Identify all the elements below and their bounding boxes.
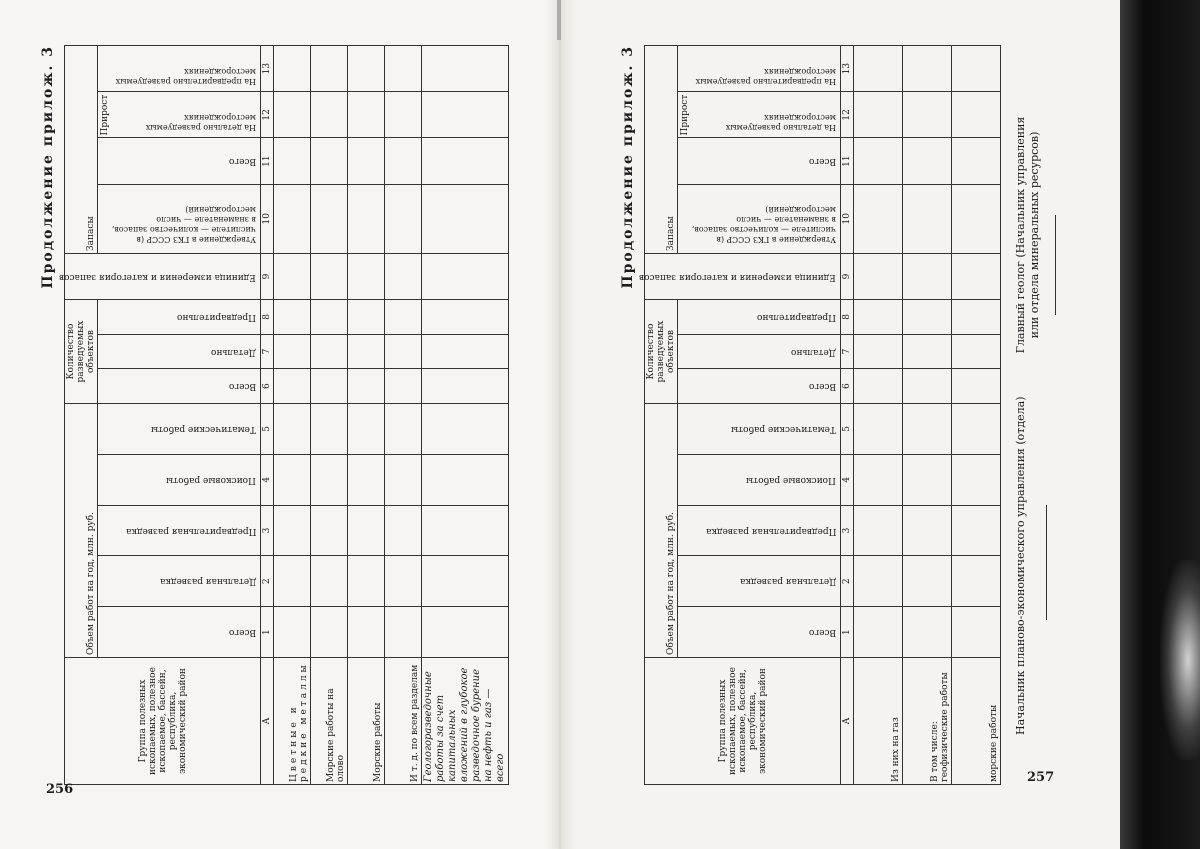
left-page-number: 256 xyxy=(46,782,74,797)
left-col-number: 11 xyxy=(261,138,274,184)
signature-economic-chief: Начальник планово-экономического управления (отдела) xyxy=(1014,396,1027,735)
right-col-number: 6 xyxy=(841,369,854,404)
left-col-number: 9 xyxy=(261,253,274,299)
right-vol-total: Всего xyxy=(678,607,841,658)
table-row xyxy=(854,46,903,785)
left-row-label: И т. д. по всем разделам xyxy=(385,658,422,785)
right-res-total: Всего xyxy=(678,138,841,184)
left-inc-preliminary: На предварительно разведуемых месторождениях xyxy=(98,46,261,92)
table-row xyxy=(274,46,311,785)
right-col-number: 2 xyxy=(841,556,854,607)
left-col-number: 5 xyxy=(261,403,274,454)
left-col-number: 1 xyxy=(261,607,274,658)
right-col-number: 1 xyxy=(841,607,854,658)
left-col-number: 2 xyxy=(261,556,274,607)
left-unit-col: Единица измерения и категория запасов xyxy=(65,253,261,299)
right-inc-detailed: Прирост На детально разведуемых месторождениях xyxy=(678,92,841,138)
right-reserves-header: Запасы xyxy=(645,46,678,254)
right-row-label: Из них на газ xyxy=(854,658,903,785)
left-reserves-header: Запасы xyxy=(65,46,98,254)
right-group-header: Группа полезных ископаемых, полезное ископаемое, бассейн, республика, экономический район xyxy=(645,658,841,785)
signature-line-economic xyxy=(1046,505,1047,620)
right-obj-preliminary: Предварительно xyxy=(678,300,841,335)
left-volume-header: Объем работ на год, млн. руб. xyxy=(65,403,98,657)
left-row-label: Цветные и редкие металлы xyxy=(274,658,311,785)
left-vol-search: Поисковые работы xyxy=(98,454,261,505)
left-res-total: Всего xyxy=(98,138,261,184)
table-row xyxy=(952,46,1001,785)
right-row-label: В том числе: геофизические работы xyxy=(903,658,952,785)
left-col-number: 6 xyxy=(261,369,274,404)
left-col-number: 12 xyxy=(261,92,274,138)
book-gutter xyxy=(545,0,575,849)
left-vol-total: Всего xyxy=(98,607,261,658)
left-form-table xyxy=(59,45,509,785)
right-col-number: 11 xyxy=(841,138,854,184)
left-col-number: 13 xyxy=(261,46,274,92)
left-col-number: 3 xyxy=(261,505,274,556)
right-objects-header: Количество разведуемых объектов xyxy=(645,300,678,404)
left-inc-detailed: Прирост На детально разведуемых месторождениях xyxy=(98,92,261,138)
right-obj-total: Всего xyxy=(678,369,841,404)
signature-line-geologist xyxy=(1055,215,1056,315)
right-form-table xyxy=(639,45,1001,785)
right-increase-header: Прирост xyxy=(680,94,690,136)
right-col-number: 5 xyxy=(841,403,854,454)
table-row xyxy=(422,46,509,785)
right-col-number: 3 xyxy=(841,505,854,556)
right-letter-a: А xyxy=(841,658,854,785)
right-col-number: 12 xyxy=(841,92,854,138)
left-col-number: 4 xyxy=(261,454,274,505)
right-heading: Продолжение прилож. 3 xyxy=(620,45,636,289)
left-objects-header: Количество разведуемых объектов xyxy=(65,300,98,404)
right-page-number: 257 xyxy=(1027,770,1055,785)
right-col-number: 4 xyxy=(841,454,854,505)
left-obj-detailed: Детально xyxy=(98,334,261,369)
right-volume-header: Объем работ на год, млн. руб. xyxy=(645,403,678,657)
left-col-number: 8 xyxy=(261,300,274,335)
right-row-label: морские работы xyxy=(952,658,1001,785)
signature-chief-geologist: Главный геолог (Начальник управления или отдела минеральных ресурсов) xyxy=(1014,116,1041,354)
left-obj-preliminary: Предварительно xyxy=(98,300,261,335)
left-obj-total: Всего xyxy=(98,369,261,404)
right-col-number: 8 xyxy=(841,300,854,335)
left-col-number: 7 xyxy=(261,334,274,369)
right-col-number: 13 xyxy=(841,46,854,92)
left-approval-col: Утверждение в ГКЗ СССР (в числителе — количество запасов, в знаменателе — число месторождений) xyxy=(98,184,261,253)
right-vol-preliminary: Предварительная разведка xyxy=(678,505,841,556)
right-vol-thematic: Тематические работы xyxy=(678,403,841,454)
left-vol-preliminary: Предварительная разведка xyxy=(98,505,261,556)
right-obj-detailed: Детально xyxy=(678,334,841,369)
right-col-number: 7 xyxy=(841,334,854,369)
left-group-header: Группа полезных ископаемых, полезное ископаемое, бассейн, республика, экономический район xyxy=(65,658,261,785)
right-col-number: 9 xyxy=(841,253,854,299)
right-vol-search: Поисковые работы xyxy=(678,454,841,505)
left-heading: Продолжение прилож. 3 xyxy=(40,45,56,289)
left-increase-header: Прирост xyxy=(100,94,110,136)
right-approval-col: Утверждение в ГКЗ СССР (в числителе — количество запасов, в знаменателе — число месторождений) xyxy=(678,184,841,253)
left-row-label: Морские работы xyxy=(348,658,385,785)
table-row xyxy=(385,46,422,785)
table-row xyxy=(903,46,952,785)
left-vol-detailed: Детальная разведка xyxy=(98,556,261,607)
right-col-number: 10 xyxy=(841,184,854,253)
right-unit-col: Единица измерения и категория запасов xyxy=(645,253,841,299)
table-row xyxy=(311,46,348,785)
left-row-label: Геологоразведочные работы за счет капитальных вложений в глубокое разведочное бурение на нефть и газ — всего xyxy=(422,658,509,785)
table-row xyxy=(348,46,385,785)
left-rotated-table-block xyxy=(40,45,520,785)
scan-edge-glare xyxy=(1160,560,1200,760)
gutter-mark xyxy=(557,0,561,40)
left-col-number: 10 xyxy=(261,184,274,253)
right-inc-preliminary: На предварительно разведуемых месторождениях xyxy=(678,46,841,92)
right-vol-detailed: Детальная разведка xyxy=(678,556,841,607)
left-letter-a: А xyxy=(261,658,274,785)
left-vol-thematic: Тематические работы xyxy=(98,403,261,454)
left-row-label: Морские работы на олово xyxy=(311,658,348,785)
